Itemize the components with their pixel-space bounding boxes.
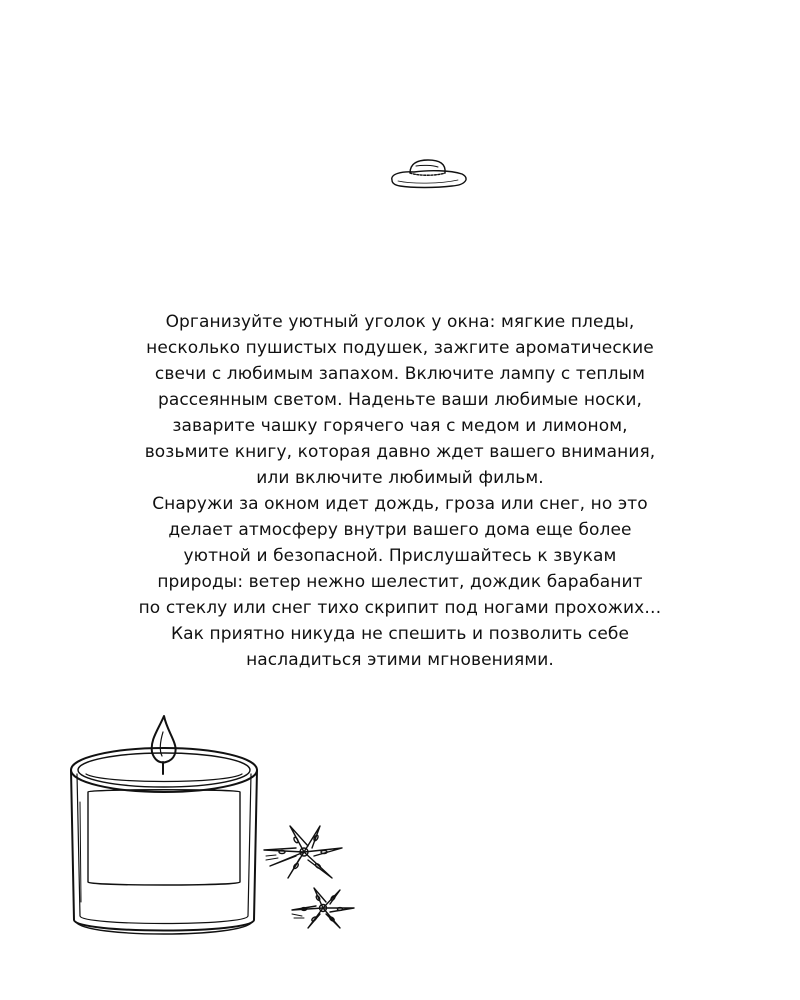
- paragraph-weather-outside: Снаружи за окном идет дождь, гроза или снег, но это делает атмосферу внутри вашего дома еще более уютной и безопасной. Прислушайтесь к звукам природы: ветер нежно шелестит, дождик барабанит по стеклу или снег тихо скрипит под ногами прохожих… Как приятно никуда не спешить и позволить себе насладиться этими мгновениями.: [138, 494, 662, 670]
- hat-icon: [388, 154, 470, 194]
- star-anise-icon: [290, 886, 356, 930]
- candle-icon: [62, 712, 267, 944]
- story-text: [100, 309, 700, 673]
- paragraph-cozy-corner: Организуйте уютный уголок у окна: мягкие пледы, несколько пушистых подушек, зажгите ароматические свечи с любимым запахом. Включите лампу с теплым рассеянным светом. Наденьте ваши любимые носки, заварите чашку горячего чая с медом и лимоном, возьмите книгу, которая давно ждет вашего внимания, или включите любимый фильм.: [144, 312, 656, 488]
- star-anise-icon: [262, 822, 346, 882]
